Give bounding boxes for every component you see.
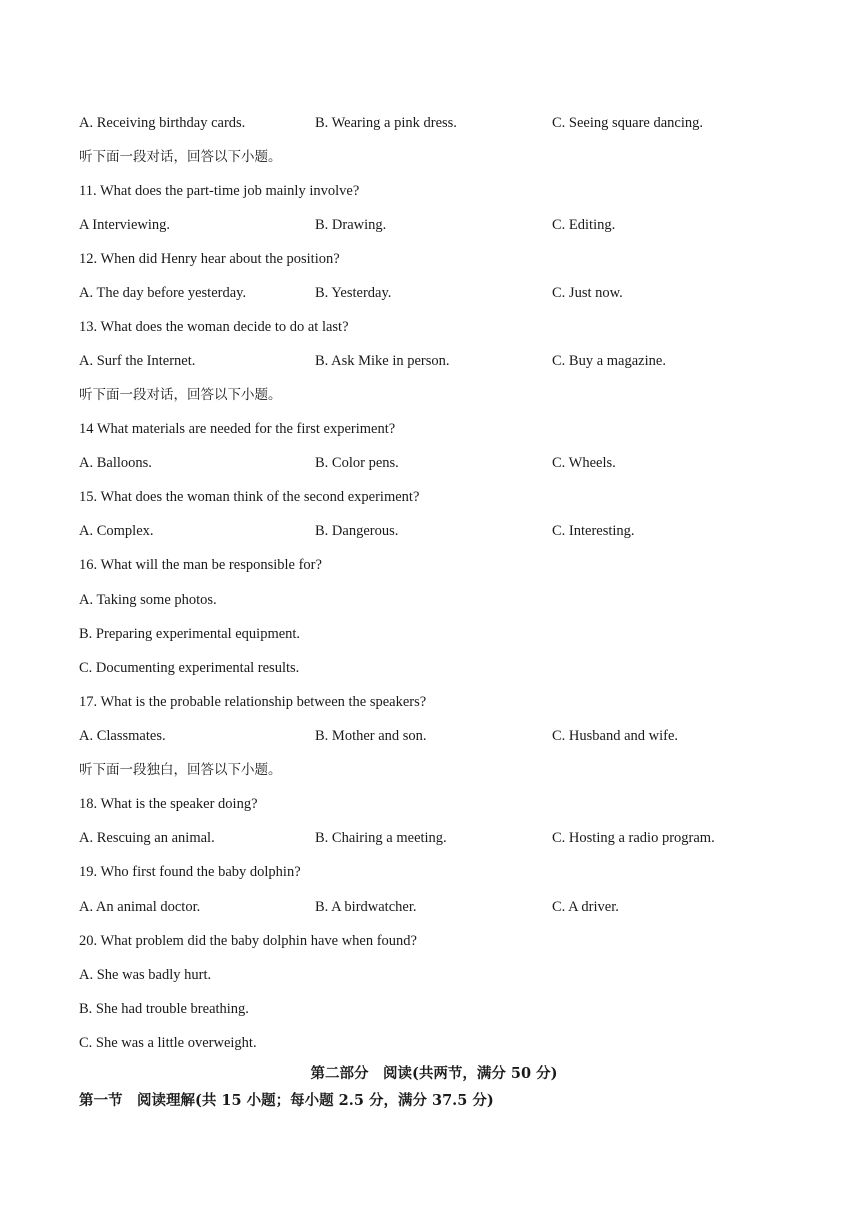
q10-option-a: A. Receiving birthday cards. [79,115,246,131]
part-two-title: 第二部分 阅读(共两节，满分 50 分) [310,1065,558,1082]
q15-option-c: C. Interesting. [552,523,635,539]
question-18: 18. What is the speaker doing? [79,796,258,812]
q10-option-c: C. Seeing square dancing. [552,115,704,131]
q15-option-b: B. Dangerous. [315,523,399,539]
q20-option-a: A. She was badly hurt. [79,967,212,983]
q20-option-c: C. She was a little overweight. [79,1035,257,1051]
q16-option-b: B. Preparing experimental equipment. [79,626,301,642]
q17-option-b: B. Mother and son. [315,728,427,744]
q18-option-a: A. Rescuing an animal. [79,830,215,846]
q17-option-c: C. Husband and wife. [552,728,679,744]
q19-option-c: C. A driver. [552,899,619,915]
q12-option-c: C. Just now. [552,285,623,301]
question-16: 16. What will the man be responsible for? [79,557,322,573]
q20-option-b: B. She had trouble breathing. [79,1001,249,1017]
q16-option-a: A. Taking some photos. [79,592,217,608]
question-12: 12. When did Henry hear about the position? [79,251,340,267]
question-11: 11. What does the part-time job mainly involve? [79,183,360,199]
q18-option-b: B. Chairing a meeting. [315,830,447,846]
q13-option-c: C. Buy a magazine. [552,353,666,369]
q18-option-c: C. Hosting a radio program. [552,830,715,846]
q12-option-b: B. Yesterday. [315,285,392,301]
question-15: 15. What does the woman think of the second experiment? [79,489,420,505]
question-13: 13. What does the woman decide to do at last? [79,319,349,335]
q11-option-c: C. Editing. [552,217,616,233]
question-20: 20. What problem did the baby dolphin have when found? [79,933,417,949]
q14-option-a: A. Balloons. [79,455,152,471]
instruction-dialogue-2: 听下面一段对话，回答以下小题。 [79,387,282,403]
q15-option-a: A. Complex. [79,523,154,539]
section-one-title: 第一节 阅读理解(共 15 小题；每小题 2.5 分，满分 37.5 分) [79,1092,494,1109]
q14-option-b: B. Color pens. [315,455,399,471]
instruction-monologue: 听下面一段独白，回答以下小题。 [79,762,282,778]
q10-option-b: B. Wearing a pink dress. [315,115,457,131]
q12-option-a: A. The day before yesterday. [79,285,247,301]
q19-option-b: B. A birdwatcher. [315,899,417,915]
q17-option-a: A. Classmates. [79,728,166,744]
q14-option-c: C. Wheels. [552,455,616,471]
q13-option-a: A. Surf the Internet. [79,353,196,369]
question-14: 14 What materials are needed for the first experiment? [79,421,396,437]
question-19: 19. Who first found the baby dolphin? [79,864,301,880]
instruction-dialogue-1: 听下面一段对话，回答以下小题。 [79,149,282,165]
q11-option-b: B. Drawing. [315,217,387,233]
q13-option-b: B. Ask Mike in person. [315,353,450,369]
q19-option-a: A. An animal doctor. [79,899,201,915]
q11-option-a: A Interviewing. [79,217,171,233]
question-17: 17. What is the probable relationship between the speakers? [79,694,427,710]
q16-option-c: C. Documenting experimental results. [79,660,300,676]
